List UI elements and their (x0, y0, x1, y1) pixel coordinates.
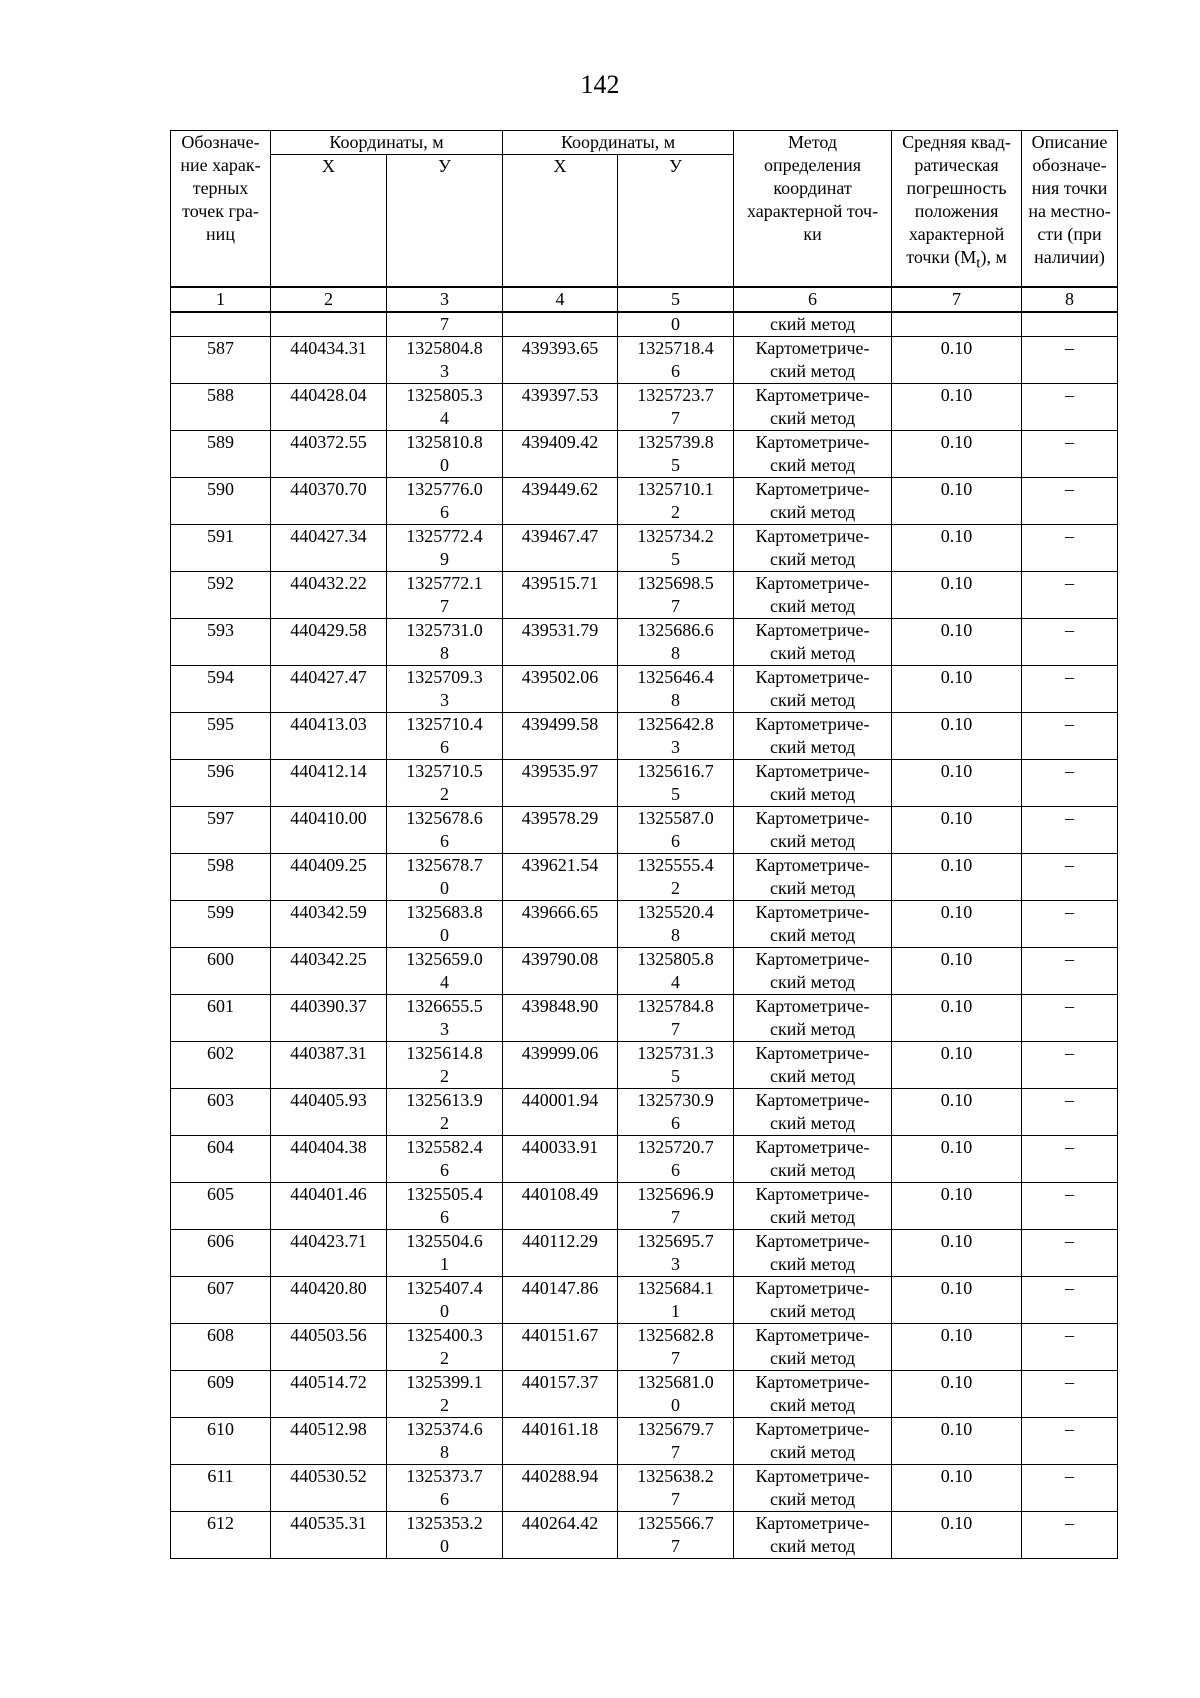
x2-cell: 439848.90 (503, 995, 618, 1042)
description-cell: – (1022, 948, 1118, 995)
method-cell: Картометриче- ский метод (734, 1465, 892, 1512)
x1-cell: 440434.31 (271, 337, 387, 384)
table-row (171, 760, 1118, 807)
y1-cell: 1325772.4 9 (387, 525, 503, 572)
error-cell: 0.10 (892, 713, 1022, 760)
method-cell: Картометриче- ский метод (734, 572, 892, 619)
error-cell: 0.10 (892, 1324, 1022, 1371)
x2-cell: 439502.06 (503, 666, 618, 713)
x1-cell: 440503.56 (271, 1324, 387, 1371)
column-numbers-row (171, 287, 1118, 312)
x2-cell: 439515.71 (503, 572, 618, 619)
continuation-row (171, 312, 1118, 337)
description-cell: – (1022, 1183, 1118, 1230)
point-id-cell: 608 (171, 1324, 271, 1371)
y1-cell: 1325614.8 2 (387, 1042, 503, 1089)
point-id-cell: 601 (171, 995, 271, 1042)
y1-cell: 1325678.6 6 (387, 807, 503, 854)
description-cell: – (1022, 1465, 1118, 1512)
x2-cell: 439999.06 (503, 1042, 618, 1089)
table-row (171, 384, 1118, 431)
y2-cell: 1325642.8 3 (618, 713, 734, 760)
x1-cell: 440535.31 (271, 1512, 387, 1559)
method-cell: Картометриче- ский метод (734, 948, 892, 995)
error-cell: 0.10 (892, 431, 1022, 478)
table-row (171, 1230, 1118, 1277)
y2-cell: 1325730.9 6 (618, 1089, 734, 1136)
error-cell: 0.10 (892, 337, 1022, 384)
y1-cell: 1325613.9 2 (387, 1089, 503, 1136)
x2-cell: 439790.08 (503, 948, 618, 995)
y1-cell: 1325772.1 7 (387, 572, 503, 619)
table-row (171, 1512, 1118, 1559)
description-cell: – (1022, 807, 1118, 854)
method-cell: Картометриче- ский метод (734, 1136, 892, 1183)
error-cell: 0.10 (892, 995, 1022, 1042)
table-row (171, 713, 1118, 760)
point-id-cell: 588 (171, 384, 271, 431)
x1-cell: 440413.03 (271, 713, 387, 760)
y1-cell: 1325710.4 6 (387, 713, 503, 760)
point-id-cell: 610 (171, 1418, 271, 1465)
error-cell: 0.10 (892, 1512, 1022, 1559)
method-cell: Картометриче- ский метод (734, 854, 892, 901)
y1-cell: 1325810.8 0 (387, 431, 503, 478)
point-id-cell: 592 (171, 572, 271, 619)
x2-cell: 439467.47 (503, 525, 618, 572)
x2-cell: 439531.79 (503, 619, 618, 666)
y2-cell: 1325698.5 7 (618, 572, 734, 619)
x1-cell: 440409.25 (271, 854, 387, 901)
y2-cell: 1325686.6 8 (618, 619, 734, 666)
column-number: 6 (734, 287, 892, 312)
point-id-cell: 594 (171, 666, 271, 713)
method-cell: Картометриче- ский метод (734, 1324, 892, 1371)
table-row (171, 1042, 1118, 1089)
description-cell: – (1022, 431, 1118, 478)
description-cell: – (1022, 854, 1118, 901)
method-cell: Картометриче- ский метод (734, 384, 892, 431)
point-id-cell: 605 (171, 1183, 271, 1230)
y2-cell: 1325710.1 2 (618, 478, 734, 525)
point-id-cell: 606 (171, 1230, 271, 1277)
y1-cell: 1325805.3 4 (387, 384, 503, 431)
error-cell: 0.10 (892, 901, 1022, 948)
error-cell: 0.10 (892, 1183, 1022, 1230)
point-id-cell: 612 (171, 1512, 271, 1559)
x1-cell: 440432.22 (271, 572, 387, 619)
y2-cell: 1325566.7 7 (618, 1512, 734, 1559)
header-y2: У (618, 155, 734, 288)
x2-cell: 440157.37 (503, 1371, 618, 1418)
x2-cell: 440264.42 (503, 1512, 618, 1559)
error-cell: 0.10 (892, 1230, 1022, 1277)
x2-cell: 439666.65 (503, 901, 618, 948)
x2-cell: 439499.58 (503, 713, 618, 760)
y2-cell: 1325679.7 7 (618, 1418, 734, 1465)
x1-cell: 440427.47 (271, 666, 387, 713)
continuation-cell: 0 (618, 312, 734, 337)
continuation-cell (1022, 312, 1118, 337)
point-id-cell: 591 (171, 525, 271, 572)
y2-cell: 1325784.8 7 (618, 995, 734, 1042)
y1-cell: 1325804.8 3 (387, 337, 503, 384)
x1-cell: 440412.14 (271, 760, 387, 807)
y1-cell: 1325659.0 4 (387, 948, 503, 995)
x1-cell: 440427.34 (271, 525, 387, 572)
table-row (171, 1418, 1118, 1465)
column-number: 8 (1022, 287, 1118, 312)
method-cell: Картометриче- ский метод (734, 619, 892, 666)
description-cell: – (1022, 1418, 1118, 1465)
y2-cell: 1325696.9 7 (618, 1183, 734, 1230)
y1-cell: 1325678.7 0 (387, 854, 503, 901)
table-row (171, 1324, 1118, 1371)
description-cell: – (1022, 1136, 1118, 1183)
header-error-subscript: t (976, 255, 981, 272)
x1-cell: 440423.71 (271, 1230, 387, 1277)
error-cell: 0.10 (892, 854, 1022, 901)
x2-cell: 439578.29 (503, 807, 618, 854)
point-id-cell: 593 (171, 619, 271, 666)
method-cell: Картометриче- ский метод (734, 525, 892, 572)
description-cell: – (1022, 666, 1118, 713)
error-cell: 0.10 (892, 384, 1022, 431)
description-cell: – (1022, 1042, 1118, 1089)
description-cell: – (1022, 1277, 1118, 1324)
y1-cell: 1325399.1 2 (387, 1371, 503, 1418)
x2-cell: 439535.97 (503, 760, 618, 807)
table-row (171, 901, 1118, 948)
x2-cell: 440288.94 (503, 1465, 618, 1512)
error-cell: 0.10 (892, 1418, 1022, 1465)
table-row (171, 995, 1118, 1042)
x2-cell: 439621.54 (503, 854, 618, 901)
error-cell: 0.10 (892, 666, 1022, 713)
y1-cell: 1325776.0 6 (387, 478, 503, 525)
description-cell: – (1022, 384, 1118, 431)
table-row (171, 431, 1118, 478)
x1-cell: 440530.52 (271, 1465, 387, 1512)
x2-cell: 439393.65 (503, 337, 618, 384)
y2-cell: 1325520.4 8 (618, 901, 734, 948)
point-id-cell: 603 (171, 1089, 271, 1136)
continuation-cell (271, 312, 387, 337)
method-cell: Картометриче- ский метод (734, 995, 892, 1042)
description-cell: – (1022, 901, 1118, 948)
error-cell: 0.10 (892, 478, 1022, 525)
table-row (171, 1465, 1118, 1512)
y1-cell: 1325400.3 2 (387, 1324, 503, 1371)
method-cell: Картометриче- ский метод (734, 1230, 892, 1277)
description-cell: – (1022, 713, 1118, 760)
header-error-unit: ), м (980, 247, 1007, 267)
y2-cell: 1325682.8 7 (618, 1324, 734, 1371)
column-number: 1 (171, 287, 271, 312)
error-cell: 0.10 (892, 525, 1022, 572)
table-row (171, 1183, 1118, 1230)
point-id-cell: 596 (171, 760, 271, 807)
header-coordinates-group-1: Координаты, м (271, 131, 503, 155)
y2-cell: 1325718.4 6 (618, 337, 734, 384)
description-cell: – (1022, 1324, 1118, 1371)
table-row (171, 1089, 1118, 1136)
description-cell: – (1022, 337, 1118, 384)
table-row (171, 1277, 1118, 1324)
method-cell: Картометриче- ский метод (734, 1183, 892, 1230)
x2-cell: 440161.18 (503, 1418, 618, 1465)
x1-cell: 440401.46 (271, 1183, 387, 1230)
point-id-cell: 589 (171, 431, 271, 478)
error-cell: 0.10 (892, 1136, 1022, 1183)
point-id-cell: 599 (171, 901, 271, 948)
x1-cell: 440512.98 (271, 1418, 387, 1465)
method-cell: Картометриче- ский метод (734, 1371, 892, 1418)
x1-cell: 440420.80 (271, 1277, 387, 1324)
method-cell: Картометриче- ский метод (734, 760, 892, 807)
table-row (171, 478, 1118, 525)
description-cell: – (1022, 1230, 1118, 1277)
table-row (171, 337, 1118, 384)
x2-cell: 440001.94 (503, 1089, 618, 1136)
x2-cell: 440151.67 (503, 1324, 618, 1371)
boundary-points-table (170, 130, 1118, 1559)
y2-cell: 1325555.4 2 (618, 854, 734, 901)
method-cell: Картометриче- ский метод (734, 1277, 892, 1324)
table-row (171, 1136, 1118, 1183)
method-cell: Картометриче- ский метод (734, 901, 892, 948)
method-cell: Картометриче- ский метод (734, 1042, 892, 1089)
y2-cell: 1325731.3 5 (618, 1042, 734, 1089)
y1-cell: 1325505.4 6 (387, 1183, 503, 1230)
x1-cell: 440342.59 (271, 901, 387, 948)
column-number: 4 (503, 287, 618, 312)
description-cell: – (1022, 1371, 1118, 1418)
point-id-cell: 609 (171, 1371, 271, 1418)
y2-cell: 1325739.8 5 (618, 431, 734, 478)
column-number: 3 (387, 287, 503, 312)
x1-cell: 440404.38 (271, 1136, 387, 1183)
x1-cell: 440428.04 (271, 384, 387, 431)
y1-cell: 1325373.7 6 (387, 1465, 503, 1512)
table-body (171, 312, 1118, 1559)
table-row (171, 572, 1118, 619)
method-cell: Картометриче- ский метод (734, 1089, 892, 1136)
method-cell: Картометриче- ский метод (734, 431, 892, 478)
column-number: 5 (618, 287, 734, 312)
x2-cell: 439409.42 (503, 431, 618, 478)
y1-cell: 1325710.5 2 (387, 760, 503, 807)
x1-cell: 440514.72 (271, 1371, 387, 1418)
description-cell: – (1022, 1512, 1118, 1559)
method-cell: Картометриче- ский метод (734, 713, 892, 760)
x1-cell: 440370.70 (271, 478, 387, 525)
description-cell: – (1022, 525, 1118, 572)
y2-cell: 1325646.4 8 (618, 666, 734, 713)
error-cell: 0.10 (892, 1465, 1022, 1512)
continuation-cell (892, 312, 1022, 337)
description-cell: – (1022, 1089, 1118, 1136)
table-row (171, 619, 1118, 666)
error-cell: 0.10 (892, 1277, 1022, 1324)
continuation-cell: ский метод (734, 312, 892, 337)
column-number: 7 (892, 287, 1022, 312)
x1-cell: 440405.93 (271, 1089, 387, 1136)
x2-cell: 440112.29 (503, 1230, 618, 1277)
x1-cell: 440429.58 (271, 619, 387, 666)
continuation-cell: 7 (387, 312, 503, 337)
y1-cell: 1325407.4 0 (387, 1277, 503, 1324)
y1-cell: 1325683.8 0 (387, 901, 503, 948)
x2-cell: 440108.49 (503, 1183, 618, 1230)
x2-cell: 440033.91 (503, 1136, 618, 1183)
header-point-designation: Обозначе- ние харак- терных точек гра- ниц (171, 131, 271, 288)
point-id-cell: 604 (171, 1136, 271, 1183)
point-id-cell: 587 (171, 337, 271, 384)
header-method: Метод определения координат характерной точ- ки (734, 131, 892, 288)
point-id-cell: 611 (171, 1465, 271, 1512)
x2-cell: 440147.86 (503, 1277, 618, 1324)
table-row (171, 666, 1118, 713)
point-id-cell: 600 (171, 948, 271, 995)
header-error (892, 131, 1022, 288)
method-cell: Картометриче- ский метод (734, 337, 892, 384)
method-cell: Картометриче- ский метод (734, 666, 892, 713)
method-cell: Картометриче- ский метод (734, 478, 892, 525)
x1-cell: 440387.31 (271, 1042, 387, 1089)
y2-cell: 1325684.1 1 (618, 1277, 734, 1324)
x1-cell: 440342.25 (271, 948, 387, 995)
y2-cell: 1325723.7 7 (618, 384, 734, 431)
point-id-cell: 590 (171, 478, 271, 525)
y1-cell: 1326655.5 3 (387, 995, 503, 1042)
y1-cell: 1325582.4 6 (387, 1136, 503, 1183)
table-row (171, 1371, 1118, 1418)
header-error-text: Средняя квад- ратическая погрешность положения характерной точки (M (902, 132, 1011, 267)
description-cell: – (1022, 572, 1118, 619)
error-cell: 0.10 (892, 619, 1022, 666)
point-id-cell: 595 (171, 713, 271, 760)
y2-cell: 1325616.7 5 (618, 760, 734, 807)
y2-cell: 1325734.2 5 (618, 525, 734, 572)
column-number: 2 (271, 287, 387, 312)
table-row (171, 807, 1118, 854)
y1-cell: 1325731.0 8 (387, 619, 503, 666)
table-row (171, 948, 1118, 995)
page-number: 142 (580, 70, 620, 99)
y2-cell: 1325695.7 3 (618, 1230, 734, 1277)
point-id-cell: 602 (171, 1042, 271, 1089)
y1-cell: 1325504.6 1 (387, 1230, 503, 1277)
continuation-cell (171, 312, 271, 337)
x1-cell: 440390.37 (271, 995, 387, 1042)
error-cell: 0.10 (892, 760, 1022, 807)
y2-cell: 1325805.8 4 (618, 948, 734, 995)
error-cell: 0.10 (892, 807, 1022, 854)
description-cell: – (1022, 995, 1118, 1042)
header-y1: У (387, 155, 503, 288)
y2-cell: 1325587.0 6 (618, 807, 734, 854)
method-cell: Картометриче- ский метод (734, 1418, 892, 1465)
description-cell: – (1022, 619, 1118, 666)
method-cell: Картометриче- ский метод (734, 807, 892, 854)
method-cell: Картометриче- ский метод (734, 1512, 892, 1559)
table-row (171, 525, 1118, 572)
error-cell: 0.10 (892, 1042, 1022, 1089)
x1-cell: 440410.00 (271, 807, 387, 854)
x2-cell: 439449.62 (503, 478, 618, 525)
point-id-cell: 598 (171, 854, 271, 901)
point-id-cell: 597 (171, 807, 271, 854)
y2-cell: 1325720.7 6 (618, 1136, 734, 1183)
error-cell: 0.10 (892, 948, 1022, 995)
header-x2: Х (503, 155, 618, 288)
x1-cell: 440372.55 (271, 431, 387, 478)
y1-cell: 1325353.2 0 (387, 1512, 503, 1559)
error-cell: 0.10 (892, 572, 1022, 619)
point-id-cell: 607 (171, 1277, 271, 1324)
y2-cell: 1325638.2 7 (618, 1465, 734, 1512)
y2-cell: 1325681.0 0 (618, 1371, 734, 1418)
y1-cell: 1325709.3 3 (387, 666, 503, 713)
continuation-cell (503, 312, 618, 337)
x2-cell: 439397.53 (503, 384, 618, 431)
description-cell: – (1022, 478, 1118, 525)
table-row (171, 854, 1118, 901)
header-coordinates-group-2: Координаты, м (503, 131, 734, 155)
header-x1: Х (271, 155, 387, 288)
error-cell: 0.10 (892, 1089, 1022, 1136)
description-cell: – (1022, 760, 1118, 807)
y1-cell: 1325374.6 8 (387, 1418, 503, 1465)
header-description: Описание обозначе- ния точки на местно- сти (при наличии) (1022, 131, 1118, 288)
error-cell: 0.10 (892, 1371, 1022, 1418)
